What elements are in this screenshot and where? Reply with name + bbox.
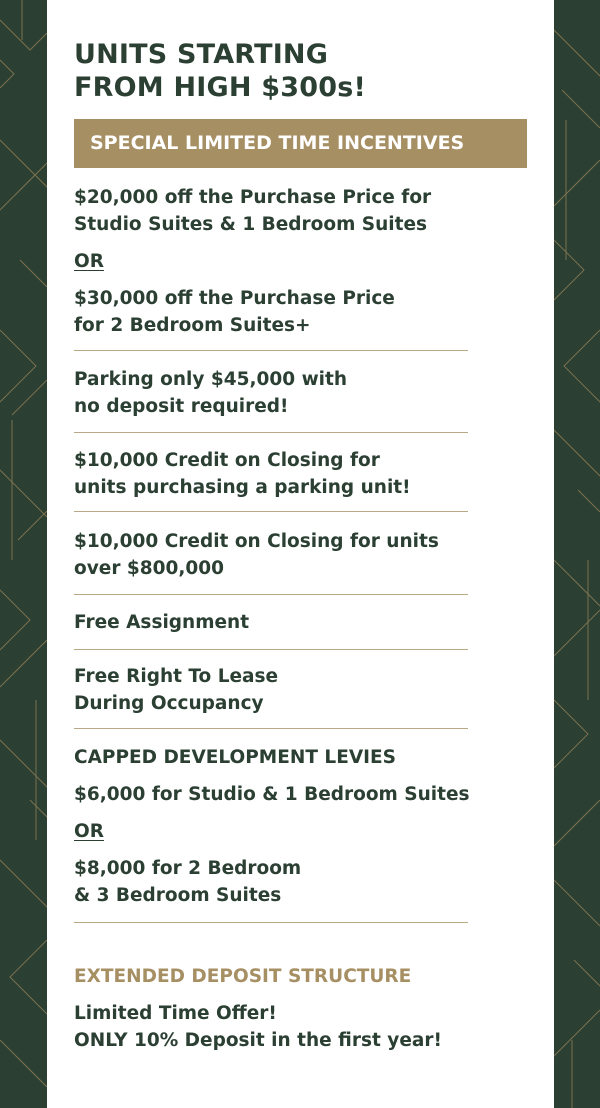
offer-credit-parking: $10,000 Credit on Closing for units purchasing a parking unit! bbox=[74, 450, 411, 498]
divider bbox=[74, 594, 468, 595]
offer-price-off-studio: $20,000 off the Purchase Price for Studio Suites & 1 Bedroom Suites bbox=[74, 187, 432, 235]
offer-parking: Parking only $45,000 with no deposit required! bbox=[74, 369, 348, 417]
levies-or-separator: OR bbox=[74, 821, 104, 842]
offer-free-lease: Free Right To Lease During Occupancy bbox=[74, 666, 279, 714]
levies-bedroom: $8,000 for 2 Bedroom & 3 Bedroom Suites bbox=[74, 858, 302, 906]
levies-studio: $6,000 for Studio & 1 Bedroom Suites bbox=[74, 784, 470, 805]
incentives-panel bbox=[47, 0, 554, 1108]
deposit-text: Limited Time Offer! ONLY 10% Deposit in the first year! bbox=[74, 1003, 442, 1051]
divider bbox=[74, 922, 468, 923]
divider bbox=[74, 728, 468, 729]
levies-title: CAPPED DEVELOPMENT LEVIES bbox=[74, 747, 396, 768]
divider bbox=[74, 432, 468, 433]
geometric-pattern-left bbox=[0, 0, 47, 1108]
offer-price-off-2bed: $30,000 off the Purchase Price for 2 Bedroom Suites+ bbox=[74, 288, 395, 336]
divider bbox=[74, 350, 468, 351]
incentives-banner: SPECIAL LIMITED TIME INCENTIVES bbox=[74, 119, 527, 168]
deposit-title: EXTENDED DEPOSIT STRUCTURE bbox=[74, 966, 412, 987]
offer-free-assignment: Free Assignment bbox=[74, 612, 250, 633]
headline: UNITS STARTING FROM HIGH $300s! bbox=[74, 39, 366, 103]
offer-or-separator: OR bbox=[74, 251, 104, 272]
divider bbox=[74, 649, 468, 650]
geometric-pattern-right bbox=[554, 0, 600, 1108]
divider bbox=[74, 511, 468, 512]
offer-credit-800k: $10,000 Credit on Closing for units over $800,000 bbox=[74, 531, 439, 579]
